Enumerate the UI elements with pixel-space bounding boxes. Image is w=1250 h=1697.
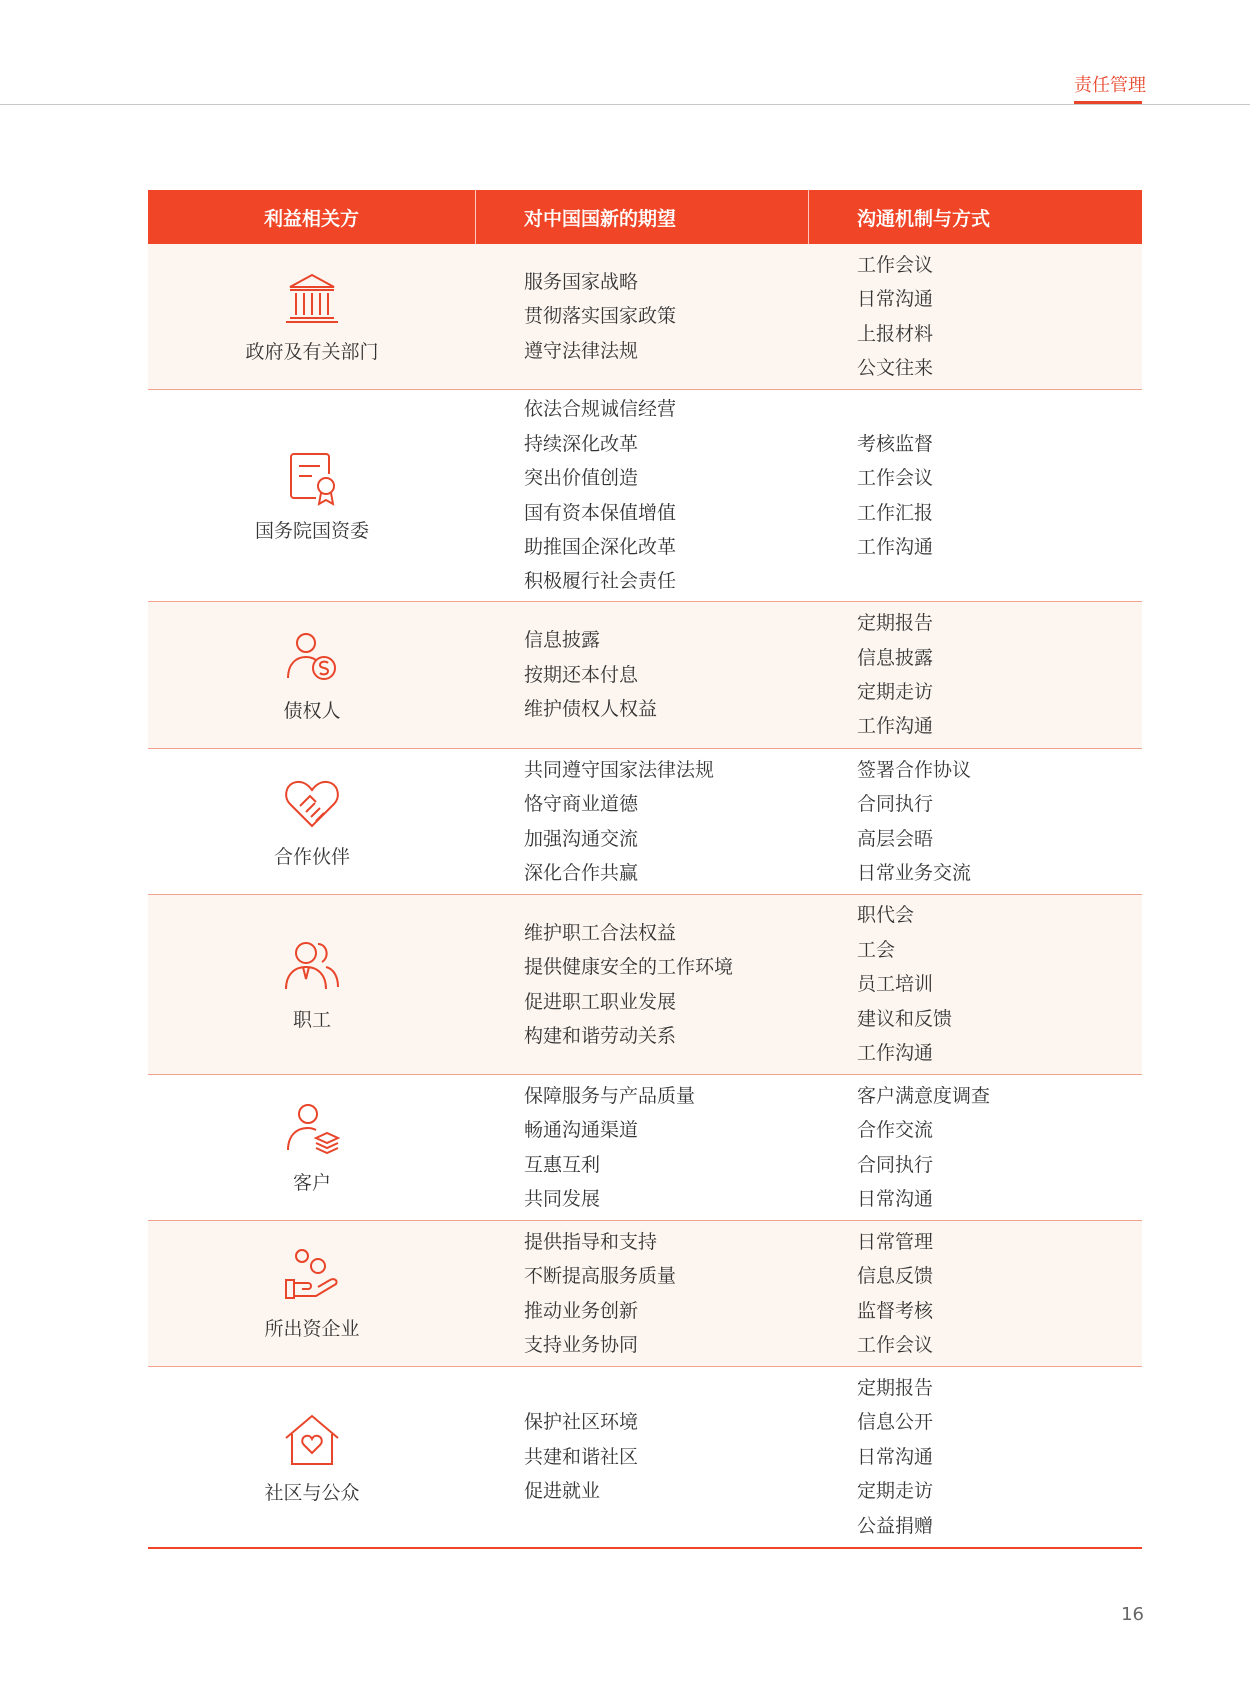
channels-cell xyxy=(809,244,1142,389)
column-header-stakeholder: 利益相关方 xyxy=(148,190,476,244)
stakeholder-cell xyxy=(148,1221,476,1366)
expectation-item: 贯彻落实国家政策 xyxy=(524,305,677,328)
table-row xyxy=(148,244,1142,390)
table-row xyxy=(148,1221,1142,1367)
channel-item: 员工培训 xyxy=(857,973,934,996)
channel-item: 工作汇报 xyxy=(857,501,934,524)
expectation-item: 维护债权人权益 xyxy=(524,698,658,721)
expectation-item: 突出价值创造 xyxy=(524,467,639,490)
expectation-item: 服务国家战略 xyxy=(524,270,639,293)
channel-item: 工作沟通 xyxy=(857,535,934,558)
expectation-item: 共同遵守国家法律法规 xyxy=(524,758,715,781)
hand-people-icon xyxy=(282,1246,342,1306)
table-row xyxy=(148,1367,1142,1549)
expectation-item: 按期还本付息 xyxy=(524,663,639,686)
expectation-item: 共建和谐社区 xyxy=(524,1445,639,1468)
channel-item: 合同执行 xyxy=(857,1153,934,1176)
expectation-item: 维护职工合法权益 xyxy=(524,921,677,944)
channel-item: 日常沟通 xyxy=(857,1187,934,1210)
stakeholder-cell xyxy=(148,244,476,389)
channels-cell xyxy=(809,1367,1142,1547)
expectation-item: 促进职工职业发展 xyxy=(524,990,677,1013)
header-divider xyxy=(0,104,1250,105)
channels-cell xyxy=(809,895,1142,1074)
page-number: 16 xyxy=(1121,1604,1144,1625)
expectations-cell xyxy=(476,749,809,894)
stakeholder-cell xyxy=(148,1075,476,1220)
expectation-item: 持续深化改革 xyxy=(524,432,639,455)
table-row xyxy=(148,602,1142,749)
government-building-icon xyxy=(282,269,342,329)
handshake-heart-icon xyxy=(282,774,342,834)
channel-item: 定期走访 xyxy=(857,681,934,703)
channel-item: 客户满意度调查 xyxy=(857,1084,991,1107)
channels-cell xyxy=(809,749,1142,894)
section-title: 责任管理 xyxy=(1074,74,1142,104)
channel-item: 工作会议 xyxy=(857,1333,934,1356)
channel-item: 高层会晤 xyxy=(857,827,934,850)
employees-icon xyxy=(282,937,342,997)
table-row xyxy=(148,749,1142,895)
expectation-item: 恪守商业道德 xyxy=(524,793,639,816)
stakeholder-name: 合作伙伴 xyxy=(273,846,350,868)
stakeholder-name: 债权人 xyxy=(283,699,341,722)
channel-item: 建议和反馈 xyxy=(857,1007,953,1030)
channel-item: 工作会议 xyxy=(857,467,934,490)
expectation-item: 积极履行社会责任 xyxy=(524,570,677,593)
channel-item: 公益捐赠 xyxy=(857,1514,934,1537)
stakeholder-name: 社区与公众 xyxy=(264,1481,360,1504)
channel-item: 职代会 xyxy=(857,904,915,927)
channel-item: 考核监督 xyxy=(857,432,934,455)
channel-item: 工作沟通 xyxy=(857,715,934,738)
channel-item: 信息反馈 xyxy=(857,1265,934,1288)
expectations-cell xyxy=(476,1367,809,1547)
column-header-channels: 沟通机制与方式 xyxy=(857,207,991,230)
channel-item: 定期报告 xyxy=(857,1376,934,1399)
expectation-item: 支持业务协同 xyxy=(524,1333,639,1356)
channel-item: 定期走访 xyxy=(857,1480,934,1503)
table-row xyxy=(148,895,1142,1075)
channel-item: 工会 xyxy=(857,938,896,961)
stakeholder-cell xyxy=(148,602,476,748)
expectation-item: 遵守法律法规 xyxy=(524,339,639,362)
channel-item: 信息公开 xyxy=(857,1411,934,1434)
channel-item: 工作会议 xyxy=(857,253,934,276)
expectation-item: 国有资本保值增值 xyxy=(524,501,677,524)
stakeholder-name: 所出资企业 xyxy=(264,1318,360,1340)
expectation-item: 不断提高服务质量 xyxy=(524,1265,677,1288)
expectation-item: 构建和谐劳动关系 xyxy=(524,1024,677,1047)
table-row xyxy=(148,1075,1142,1221)
expectations-cell xyxy=(476,244,809,389)
stakeholder-name: 职工 xyxy=(292,1009,331,1031)
expectations-cell xyxy=(476,895,809,1074)
customer-icon xyxy=(282,1100,342,1160)
expectation-item: 保护社区环境 xyxy=(524,1411,639,1434)
expectation-item: 共同发展 xyxy=(524,1187,601,1210)
expectations-cell xyxy=(476,1221,809,1366)
channel-item: 合作交流 xyxy=(857,1119,934,1142)
channel-item: 日常业务交流 xyxy=(857,861,972,884)
table-header xyxy=(148,190,1142,244)
stakeholder-table xyxy=(148,190,1142,1549)
house-heart-icon xyxy=(282,1410,342,1470)
expectation-item: 深化合作共赢 xyxy=(524,861,639,884)
expectation-item: 提供指导和支持 xyxy=(524,1230,658,1253)
column-header-expectations: 对中国国新的期望 xyxy=(476,190,809,244)
channels-cell xyxy=(809,1221,1142,1366)
expectations-cell xyxy=(476,602,809,748)
expectations-cell xyxy=(476,390,809,601)
channel-item: 日常管理 xyxy=(857,1230,934,1253)
stakeholder-cell xyxy=(148,749,476,894)
certificate-icon xyxy=(282,448,342,508)
channel-item: 上报材料 xyxy=(857,322,934,345)
channel-item: 信息披露 xyxy=(857,646,934,669)
expectation-item: 提供健康安全的工作环境 xyxy=(524,956,734,979)
channel-item: 定期报告 xyxy=(857,612,934,635)
channels-cell xyxy=(809,1075,1142,1220)
expectation-item: 依法合规诚信经营 xyxy=(524,398,677,421)
channel-item: 监督考核 xyxy=(857,1299,934,1322)
creditor-icon xyxy=(282,628,342,688)
table-row xyxy=(148,390,1142,602)
stakeholder-cell xyxy=(148,895,476,1074)
channel-item: 工作沟通 xyxy=(857,1042,934,1065)
stakeholder-cell xyxy=(148,1367,476,1547)
channel-item: 日常沟通 xyxy=(857,288,934,311)
stakeholder-name: 国务院国资委 xyxy=(254,520,369,542)
stakeholder-cell xyxy=(148,390,476,601)
stakeholder-name: 客户 xyxy=(292,1172,331,1194)
stakeholder-name: 政府及有关部门 xyxy=(245,341,379,363)
expectation-item: 互惠互利 xyxy=(524,1153,601,1176)
channel-item: 签署合作协议 xyxy=(857,758,972,781)
expectation-item: 助推国企深化改革 xyxy=(524,535,677,558)
expectation-item: 畅通沟通渠道 xyxy=(524,1119,639,1142)
channels-cell xyxy=(809,602,1142,748)
expectation-item: 推动业务创新 xyxy=(524,1299,639,1322)
channels-cell xyxy=(809,390,1142,601)
channel-item: 合同执行 xyxy=(857,793,934,816)
channel-item: 日常沟通 xyxy=(857,1445,934,1468)
expectation-item: 保障服务与产品质量 xyxy=(524,1084,696,1107)
expectation-item: 信息披露 xyxy=(524,629,601,652)
expectation-item: 加强沟通交流 xyxy=(524,827,639,850)
channel-item: 公文往来 xyxy=(857,356,934,379)
expectations-cell xyxy=(476,1075,809,1220)
expectation-item: 促进就业 xyxy=(524,1480,601,1503)
